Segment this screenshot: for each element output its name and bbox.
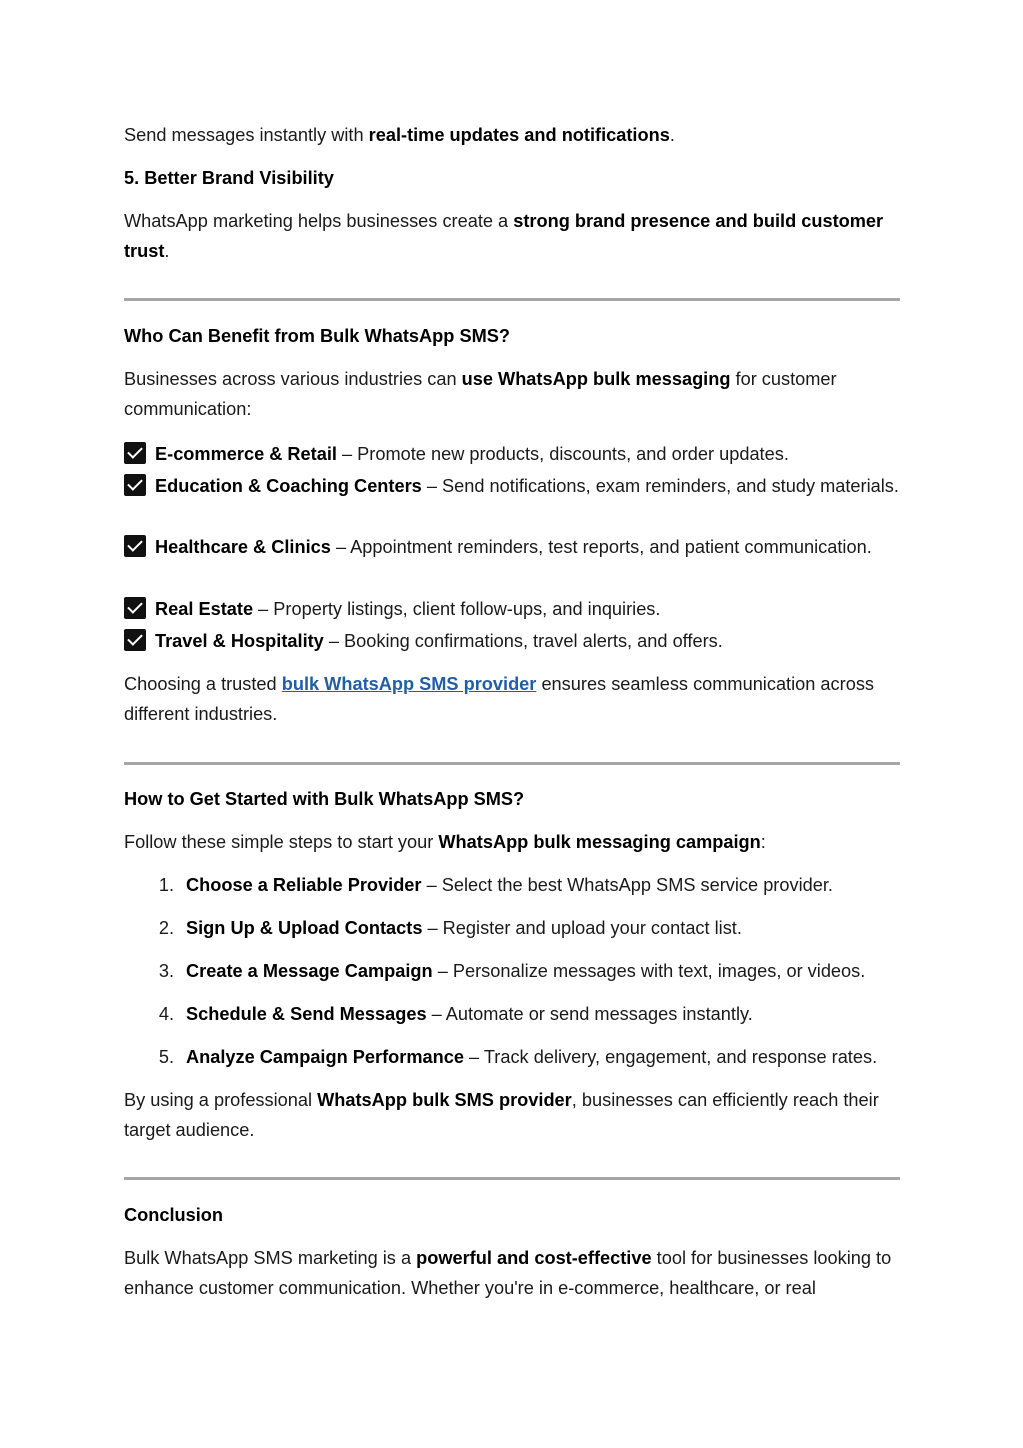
brand-paragraph: WhatsApp marketing helps businesses create a strong brand presence and build customer trust. xyxy=(124,211,884,261)
conclusion-paragraph: Bulk WhatsApp SMS marketing is a powerful and cost-effective tool for businesses looking to enhance customer communication. Whether you're in e-commerce, healthcare, or real xyxy=(124,1248,892,1298)
provider-link[interactable]: bulk WhatsApp SMS provider xyxy=(281,674,537,694)
section-divider xyxy=(124,1177,900,1180)
benefit-intro: Businesses across various industries can use WhatsApp bulk messaging for customer communication: xyxy=(124,369,837,419)
check-mark-icon xyxy=(124,597,146,619)
check-mark-icon xyxy=(124,535,146,557)
list-item: 3. Create a Message Campaign – Personalize messages with text, images, or videos. xyxy=(158,961,866,981)
brand-heading: 5. Better Brand Visibility xyxy=(124,168,334,188)
list-item: Travel & Hospitality – Booking confirmations, travel alerts, and offers. xyxy=(124,627,900,657)
section-divider xyxy=(124,298,900,301)
benefit-heading: Who Can Benefit from Bulk WhatsApp SMS? xyxy=(124,326,510,346)
intro-paragraph: Send messages instantly with real-time updates and notifications. xyxy=(124,125,675,145)
list-item: 4. Schedule & Send Messages – Automate or send messages instantly. xyxy=(158,1004,753,1024)
list-item: 5. Analyze Campaign Performance – Track delivery, engagement, and response rates. xyxy=(158,1047,878,1067)
check-mark-icon xyxy=(124,474,146,496)
list-item: Real Estate – Property listings, client follow-ups, and inquiries. xyxy=(124,595,900,625)
list-item: 1. Choose a Reliable Provider – Select the best WhatsApp SMS service provider. xyxy=(158,875,833,895)
started-closing: By using a professional WhatsApp bulk SMS provider, businesses can efficiently reach their target audience. xyxy=(124,1090,879,1140)
check-mark-icon xyxy=(124,442,146,464)
started-heading: How to Get Started with Bulk WhatsApp SMS? xyxy=(124,789,525,809)
list-item: 2. Sign Up & Upload Contacts – Register and upload your contact list. xyxy=(158,918,742,938)
list-item: E-commerce & Retail – Promote new products, discounts, and order updates. xyxy=(124,440,900,470)
intro-text: Send messages instantly with xyxy=(124,125,369,145)
check-mark-icon xyxy=(124,629,146,651)
list-item: Healthcare & Clinics – Appointment reminders, test reports, and patient communication. xyxy=(124,533,900,563)
started-intro: Follow these simple steps to start your WhatsApp bulk messaging campaign: xyxy=(124,832,766,852)
benefit-closing: Choosing a trusted bulk WhatsApp SMS provider ensures seamless communication across different industries. xyxy=(124,674,875,724)
intro-bold: real-time updates and notifications xyxy=(368,125,670,145)
list-item: Education & Coaching Centers – Send notifications, exam reminders, and study materials. xyxy=(124,472,900,502)
conclusion-heading: Conclusion xyxy=(124,1205,224,1225)
section-divider xyxy=(124,762,900,765)
